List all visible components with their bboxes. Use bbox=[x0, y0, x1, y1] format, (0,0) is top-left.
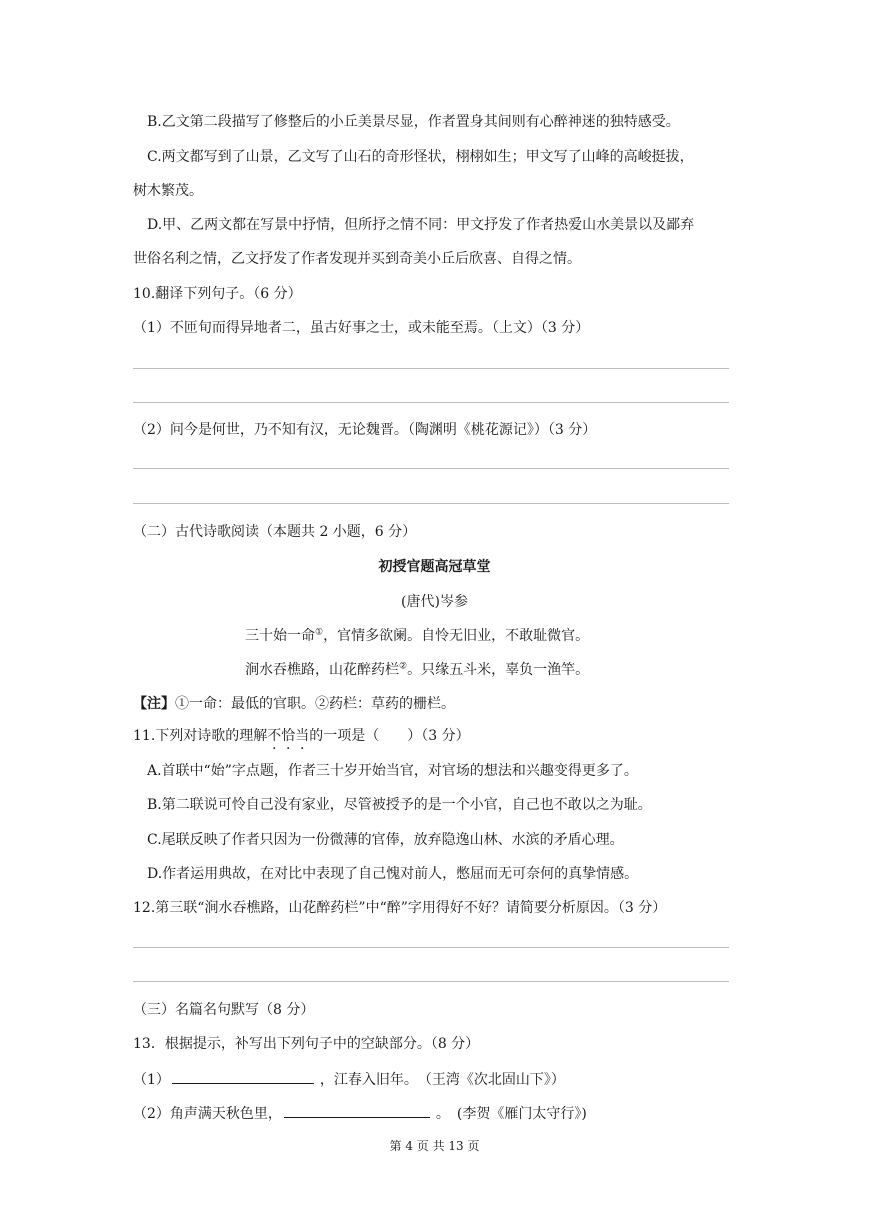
poem-line-1 bbox=[245, 626, 589, 646]
answer-line bbox=[133, 368, 729, 369]
option-11a: A.首联中“始”字点题，作者三十岁开始当官，对官场的想法和兴趣变得更多了。 bbox=[147, 763, 638, 779]
section-2-heading: （二）古代诗歌阅读（本题共 2 小题，6 分） bbox=[133, 524, 417, 540]
answer-line bbox=[133, 503, 729, 504]
option-11b: B.第二联说可怜自己没有家业，尽管被授予的是一个小官，自己也不敢以之为耻。 bbox=[147, 797, 652, 813]
poem-line-2-a: 涧水吞樵路，山花醉药栏 bbox=[245, 662, 399, 678]
footnote-marker: ① bbox=[315, 627, 324, 638]
question-12-stem: 12.第三联“涧水吞樵路，山花醉药栏”中“醉”字用得好不好？请简要分析原因。（3 分） bbox=[133, 900, 667, 916]
poem-line-2 bbox=[245, 660, 589, 680]
poem-line-1-a: 三十始一命 bbox=[245, 628, 315, 644]
option-9d-line2: 世俗名利之情，乙文抒发了作者发现并买到奇美小丘后欣喜、自得之情。 bbox=[133, 251, 581, 267]
answer-line bbox=[133, 402, 729, 403]
question-13-stem: 13．根据提示，补写出下列句子中的空缺部分。（8 分） bbox=[133, 1036, 480, 1052]
emphasis-char: 不 bbox=[267, 728, 282, 744]
option-11c: C.尾联反映了作者只因为一份微薄的官俸，放弃隐逸山林、水滨的矛盾心理。 bbox=[147, 832, 624, 848]
question-13-item-2 bbox=[133, 1102, 587, 1124]
q13-item-2-before: （2）角声满天秋色里， bbox=[133, 1106, 282, 1122]
note-tag: 【注】 bbox=[133, 696, 175, 712]
question-10-stem: 10.翻译下列句子。（6 分） bbox=[133, 286, 302, 302]
section-3-heading: （三）名篇名句默写（8 分） bbox=[133, 1002, 315, 1018]
poem-note bbox=[133, 694, 455, 714]
poem-line-2-b: 。只缘五斗米，辜负一渔竿。 bbox=[407, 662, 590, 678]
question-10-sentence-2: （2）问今是何世，乃不知有汉，无论魏晋。（陶渊明《桃花源记》）（3 分） bbox=[133, 422, 597, 438]
note-text: ①一命：最低的官职。②药栏：草药的栅栏。 bbox=[175, 696, 455, 712]
q13-item-2-after: 。 (李贺《雁门太守行》) bbox=[435, 1106, 587, 1122]
poem-author: (唐代)岑参 bbox=[401, 594, 468, 610]
fill-blank[interactable] bbox=[172, 1068, 314, 1084]
option-9b: B.乙文第二段描写了修整后的小丘美景尽显，作者置身其间则有心醉神迷的独特感受。 bbox=[147, 114, 680, 130]
answer-line bbox=[133, 468, 729, 469]
footnote-marker: ② bbox=[399, 661, 408, 672]
fill-blank[interactable] bbox=[284, 1102, 430, 1118]
page-footer: 第 4 页 共 13 页 bbox=[389, 1139, 480, 1153]
question-13-item-1 bbox=[133, 1068, 565, 1090]
option-9c-line2: 树木繁茂。 bbox=[133, 183, 203, 199]
option-9d-line1: D.甲、乙两文都在写景中抒情，但所抒之情不同：甲文抒发了作者热爱山水美景以及鄙弃 bbox=[147, 217, 695, 233]
emphasis-char: 当 bbox=[295, 728, 310, 744]
emphasis-char: 恰 bbox=[281, 728, 296, 744]
q13-item-1-number: （1） bbox=[133, 1072, 170, 1088]
q13-item-1-after: ，江春入旧年。 （王湾《次北固山下》） bbox=[319, 1072, 565, 1088]
option-11d: D.作者运用典故，在对比中表现了自己愧对前人，憋屈而无可奈何的真挚情感。 bbox=[147, 866, 639, 882]
q11-stem-a: 11.下列对诗歌的理解 bbox=[133, 728, 268, 744]
q11-stem-b: 的一项是（ ）（3 分） bbox=[309, 728, 470, 744]
poem-title: 初授官题高冠草堂 bbox=[378, 559, 491, 575]
question-10-sentence-1: （1）不匝旬而得异地者二，虽古好事之士，或未能至焉。（上文）（3 分） bbox=[133, 320, 590, 336]
question-11-stem bbox=[133, 726, 470, 746]
answer-line bbox=[133, 981, 729, 982]
answer-line bbox=[133, 947, 729, 948]
poem-line-1-b: ，官情多欲阑。自怜无旧业，不敢耻微官。 bbox=[323, 628, 590, 644]
option-9c-line1: C.两文都写到了山景，乙文写了山石的奇形怪状，栩栩如生；甲文写了山峰的高峻挺拔， bbox=[147, 149, 694, 165]
